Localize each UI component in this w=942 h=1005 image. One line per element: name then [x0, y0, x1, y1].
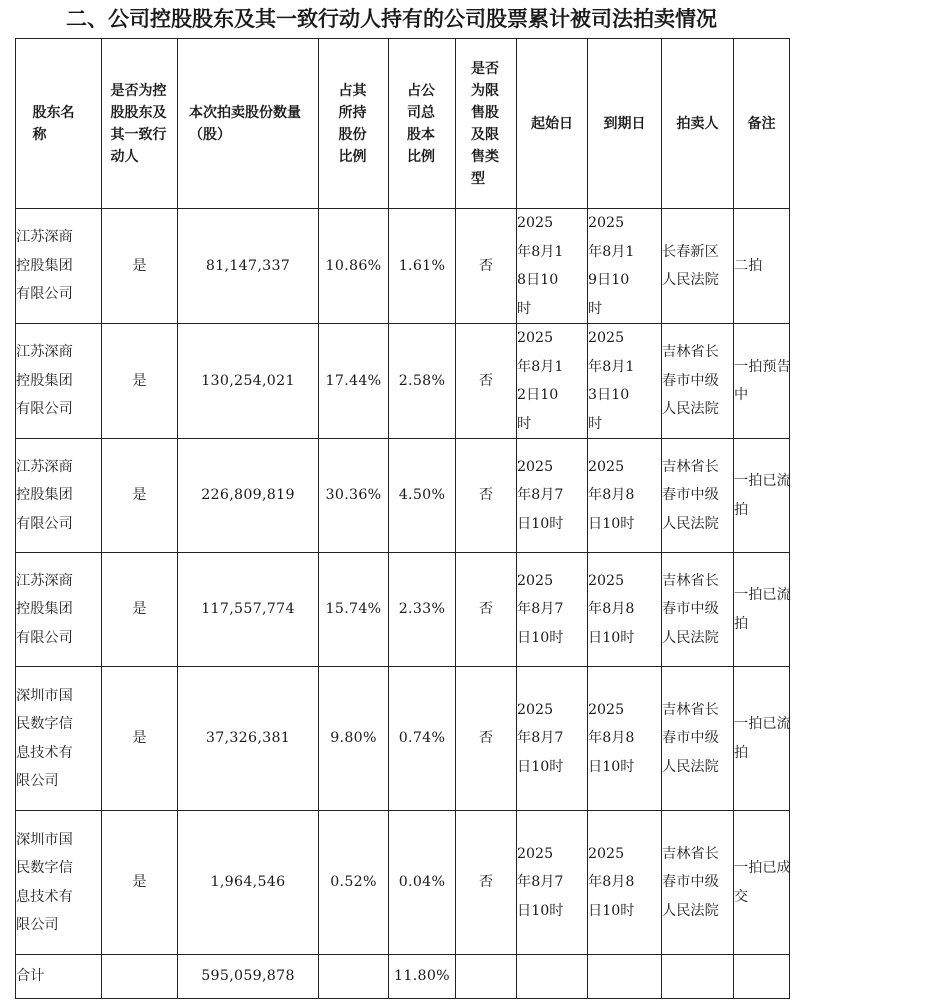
- cell-restricted: [456, 209, 517, 324]
- cell-remark: [734, 209, 790, 324]
- cell-text: 一拍已流拍: [734, 587, 791, 632]
- cell-text: 否: [478, 487, 494, 504]
- total-empty: [456, 955, 517, 999]
- cell-text: 1,964,546: [210, 874, 286, 891]
- cell-is-controlling: [102, 209, 178, 324]
- cell-text: 2025年8月8日10时: [588, 845, 635, 919]
- cell-start-date: [517, 553, 588, 667]
- total-pct-of-total: [389, 955, 456, 999]
- header-restricted: 是否为限售股及限售类型: [456, 39, 517, 209]
- cell-auctioneer: [662, 811, 734, 955]
- cell-text: 江苏深商控股集团有限公司: [16, 344, 73, 418]
- cell-text: 吉林省长春市中级人民法院: [662, 845, 719, 919]
- cell-remark: [734, 667, 790, 811]
- header-holder: 股东名称: [16, 39, 102, 209]
- table-row: [16, 667, 790, 811]
- cell-pct-of-total: [389, 811, 456, 955]
- cell-text: 0.04%: [398, 874, 446, 891]
- cell-is-controlling: [102, 667, 178, 811]
- cell-start-date: [517, 209, 588, 324]
- cell-holder: [16, 553, 102, 667]
- cell-shares: [178, 209, 319, 324]
- cell-text: 9.80%: [330, 730, 377, 747]
- cell-text: 2025年8月12日10时: [517, 330, 564, 432]
- cell-text: 是: [132, 372, 147, 389]
- cell-remark: [734, 439, 790, 553]
- cell-pct-of-holding: [319, 324, 389, 439]
- cell-text: 117,557,774: [201, 601, 295, 618]
- cell-text: 17.44%: [325, 372, 382, 389]
- cell-text: 是: [132, 257, 147, 274]
- table-row: [16, 553, 790, 667]
- cell-remark: [734, 811, 790, 955]
- cell-text: 2025年8月8日10时: [588, 701, 635, 775]
- cell-holder: [16, 811, 102, 955]
- cell-end-date: [588, 811, 662, 955]
- cell-text: 15.74%: [325, 601, 382, 618]
- cell-restricted: [456, 811, 517, 955]
- cell-text: 否: [478, 730, 494, 747]
- cell-text: 2025年8月8日10时: [588, 572, 635, 646]
- cell-pct-of-holding: [319, 667, 389, 811]
- cell-text: 2.33%: [398, 601, 446, 618]
- cell-text: 2025年8月7日10时: [517, 701, 564, 775]
- cell-pct-of-total: [389, 209, 456, 324]
- cell-end-date: [588, 667, 662, 811]
- cell-text: 一拍已流拍: [734, 716, 791, 761]
- cell-pct-of-holding: [319, 553, 389, 667]
- cell-end-date: [588, 553, 662, 667]
- cell-text: 81,147,337: [205, 257, 291, 274]
- cell-text: 否: [478, 257, 494, 274]
- cell-auctioneer: [662, 324, 734, 439]
- table-row: [16, 811, 790, 955]
- cell-text: 一拍已流拍: [734, 473, 791, 518]
- cell-text: 江苏深商控股集团有限公司: [16, 572, 73, 646]
- cell-text: 30.36%: [325, 487, 382, 504]
- total-empty: [588, 955, 662, 999]
- total-empty: [102, 955, 178, 999]
- document-title: 二、公司控股股东及其一致行动人持有的公司股票累计被司法拍卖情况: [66, 7, 717, 31]
- total-row: [16, 955, 790, 999]
- cell-text: 二拍: [734, 257, 763, 274]
- cell-text: 1.61%: [398, 257, 446, 274]
- cell-is-controlling: [102, 811, 178, 955]
- cell-holder: [16, 667, 102, 811]
- cell-restricted: [456, 324, 517, 439]
- cell-text: 是: [132, 874, 147, 891]
- cell-text: 130,254,021: [201, 372, 295, 389]
- cell-text: 是: [132, 730, 147, 747]
- table-body: [16, 209, 790, 999]
- cell-start-date: [517, 811, 588, 955]
- cell-text: 一拍已成交: [734, 860, 791, 905]
- cell-text: 江苏深商控股集团有限公司: [16, 229, 73, 303]
- header-shares: 本次拍卖股份数量（股）: [178, 39, 319, 209]
- cell-start-date: [517, 667, 588, 811]
- cell-pct-of-holding: [319, 811, 389, 955]
- cell-text: 江苏深商控股集团有限公司: [16, 458, 73, 532]
- cell-text: 是: [132, 487, 147, 504]
- cell-is-controlling: [102, 439, 178, 553]
- cell-auctioneer: [662, 553, 734, 667]
- cell-text: 2.58%: [398, 372, 446, 389]
- cell-text: 0.74%: [398, 730, 446, 747]
- cell-restricted: [456, 439, 517, 553]
- cell-text: 2025年8月8日10时: [588, 458, 635, 532]
- header-remark: 备注: [734, 39, 790, 209]
- cell-auctioneer: [662, 209, 734, 324]
- header-end-date: 到期日: [588, 39, 662, 209]
- cell-text: 深圳市国民数字信息技术有限公司: [16, 687, 73, 789]
- cell-text: 37,326,381: [205, 730, 291, 747]
- cell-pct-of-total: [389, 439, 456, 553]
- cell-end-date: [588, 209, 662, 324]
- cell-remark: [734, 324, 790, 439]
- cell-shares: [178, 553, 319, 667]
- cell-text: 2025年8月18日10时: [517, 215, 564, 317]
- table-row: [16, 324, 790, 439]
- header-is-controlling: 是否为控股股东及其一致行动人: [102, 39, 178, 209]
- cell-text: 0.52%: [330, 874, 377, 891]
- cell-shares: [178, 439, 319, 553]
- cell-text: 是: [132, 601, 147, 618]
- header-row: [16, 39, 790, 209]
- cell-text: 4.50%: [398, 487, 446, 504]
- cell-text: 吉林省长春市中级人民法院: [662, 458, 719, 532]
- total-empty: [662, 955, 734, 999]
- cell-text: 2025年8月13日10时: [588, 330, 635, 432]
- header-pct-of-total: 占公司总股本比例: [389, 39, 456, 209]
- header-pct-of-holding: 占其所持股份比例: [319, 39, 389, 209]
- cell-pct-of-total: [389, 553, 456, 667]
- table-row: [16, 439, 790, 553]
- cell-holder: [16, 324, 102, 439]
- cell-holder: [16, 209, 102, 324]
- total-shares: [178, 955, 319, 999]
- header-auctioneer: 拍卖人: [662, 39, 734, 209]
- cell-text: 吉林省长春市中级人民法院: [662, 572, 719, 646]
- cell-pct-of-total: [389, 667, 456, 811]
- cell-end-date: [588, 439, 662, 553]
- cell-text: 10.86%: [325, 257, 382, 274]
- cell-is-controlling: [102, 553, 178, 667]
- cell-text: 2025年8月7日10时: [517, 458, 564, 532]
- total-empty: [319, 955, 389, 999]
- header-start-date: 起始日: [517, 39, 588, 209]
- cell-pct-of-total: [389, 324, 456, 439]
- cell-pct-of-holding: [319, 209, 389, 324]
- total-empty: [517, 955, 588, 999]
- cell-text: 吉林省长春市中级人民法院: [662, 701, 719, 775]
- cell-restricted: [456, 667, 517, 811]
- cell-start-date: [517, 439, 588, 553]
- cell-end-date: [588, 324, 662, 439]
- cell-shares: [178, 667, 319, 811]
- cell-auctioneer: [662, 667, 734, 811]
- cell-text: 一拍预告中: [734, 358, 791, 403]
- cell-auctioneer: [662, 439, 734, 553]
- cell-restricted: [456, 553, 517, 667]
- cell-start-date: [517, 324, 588, 439]
- cell-text: 否: [478, 601, 494, 618]
- cell-is-controlling: [102, 324, 178, 439]
- cell-text: 2025年8月7日10时: [517, 845, 564, 919]
- table-row: [16, 209, 790, 324]
- total-label: [16, 955, 102, 999]
- cell-text: 2025年8月7日10时: [517, 572, 564, 646]
- cell-text: 226,809,819: [201, 487, 295, 504]
- total-empty: [734, 955, 790, 999]
- cell-text: 长春新区人民法院: [662, 243, 719, 288]
- cell-remark: [734, 553, 790, 667]
- cell-text: 否: [478, 874, 494, 891]
- cell-text: 深圳市国民数字信息技术有限公司: [16, 831, 73, 933]
- cell-shares: [178, 324, 319, 439]
- cell-shares: [178, 811, 319, 955]
- cell-text: 合计: [16, 968, 45, 985]
- cell-text: 吉林省长春市中级人民法院: [662, 344, 719, 418]
- cell-text: 否: [478, 372, 494, 389]
- cell-text: 595,059,878: [201, 968, 295, 985]
- judicial-auction-table: [15, 38, 790, 999]
- cell-holder: [16, 439, 102, 553]
- cell-pct-of-holding: [319, 439, 389, 553]
- cell-text: 11.80%: [394, 968, 450, 985]
- cell-text: 2025年8月19日10时: [588, 215, 635, 317]
